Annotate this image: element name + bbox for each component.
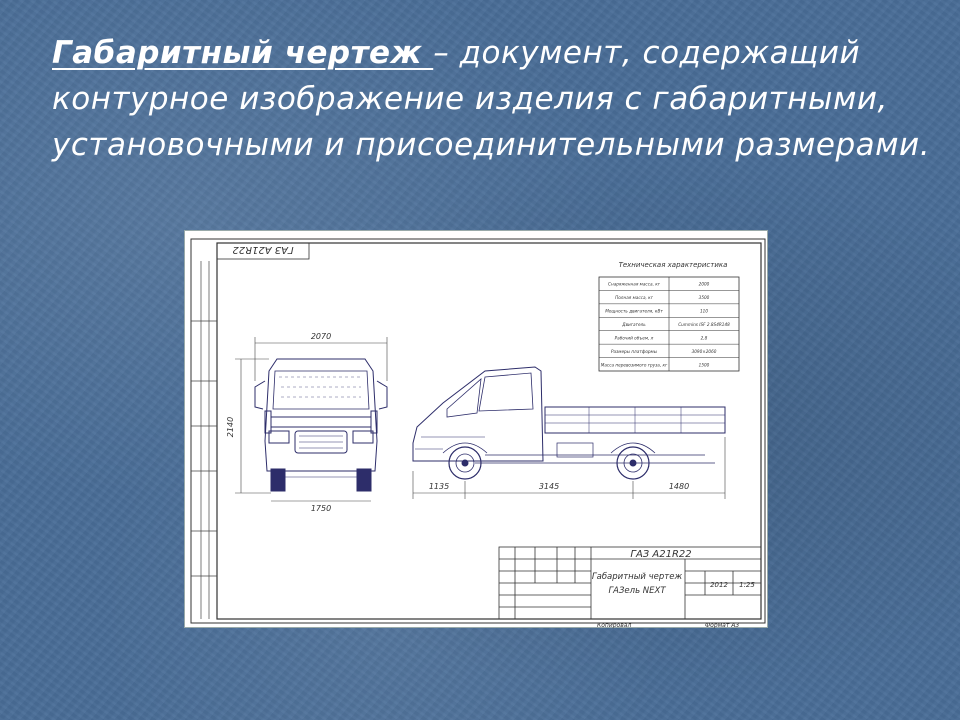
tech-row-value: 3500 bbox=[698, 295, 710, 301]
side-view-drawing bbox=[413, 367, 725, 479]
left-stamp-columns bbox=[191, 261, 217, 619]
tech-row-param: Масса перевозимого груза, кг bbox=[600, 362, 668, 368]
tech-row-value: 2,8 bbox=[700, 335, 708, 341]
title-block-sheet: 2012 bbox=[710, 581, 728, 589]
dim-wheelbase: 3145 bbox=[538, 482, 560, 491]
tech-row-param: Двигатель bbox=[622, 322, 646, 327]
dim-rear-overhang: 1480 bbox=[668, 482, 690, 491]
slide-text-block bbox=[52, 30, 932, 168]
title-block-copied: Копировал bbox=[597, 622, 632, 629]
drawing-svg bbox=[185, 231, 769, 629]
tech-row-value: 1500 bbox=[698, 362, 710, 368]
title-block-name-2: ГАЗель NEXT bbox=[608, 586, 666, 596]
tech-row-param: Снаряженная масса, кг bbox=[608, 281, 660, 287]
term-heading: Габаритный чертеж bbox=[52, 35, 434, 71]
dim-track: 1750 bbox=[310, 504, 332, 513]
technical-drawing-image bbox=[184, 230, 768, 628]
front-view-drawing bbox=[255, 359, 387, 491]
tech-row-value: 110 bbox=[700, 308, 708, 314]
tech-table-title: Техническая характеристика bbox=[618, 261, 728, 269]
tech-row-value: 2000 bbox=[698, 281, 710, 287]
title-block-name-1: Габаритный чертеж bbox=[591, 572, 683, 582]
top-stamp-code: ГАЗ А21R22 bbox=[232, 244, 294, 255]
dim-height: 2140 bbox=[226, 416, 235, 438]
dim-front-width: 2070 bbox=[310, 332, 332, 341]
definition-text: – документ, содержащий контурное изображение изделия с габаритными, установочными и присоединительными размерами. bbox=[52, 35, 931, 163]
tech-row-value: 3090×2060 bbox=[691, 348, 717, 354]
title-block-scale: 1:25 bbox=[739, 581, 755, 589]
tech-row-param: Полная масса, кг bbox=[615, 295, 653, 301]
tech-row-value: Cummins ISF 2.8S4R148 bbox=[678, 322, 730, 327]
tech-row-param: Размеры платформы bbox=[610, 348, 658, 354]
title-block-format: Формат А3 bbox=[705, 622, 740, 629]
tech-table bbox=[599, 261, 739, 371]
tech-row-param: Рабочий объем, л bbox=[614, 335, 654, 341]
title-block-code: ГАЗ А21R22 bbox=[630, 549, 692, 560]
tech-row-param: Мощность двигателя, кВт bbox=[605, 308, 663, 314]
dim-front-overhang: 1135 bbox=[428, 482, 450, 491]
